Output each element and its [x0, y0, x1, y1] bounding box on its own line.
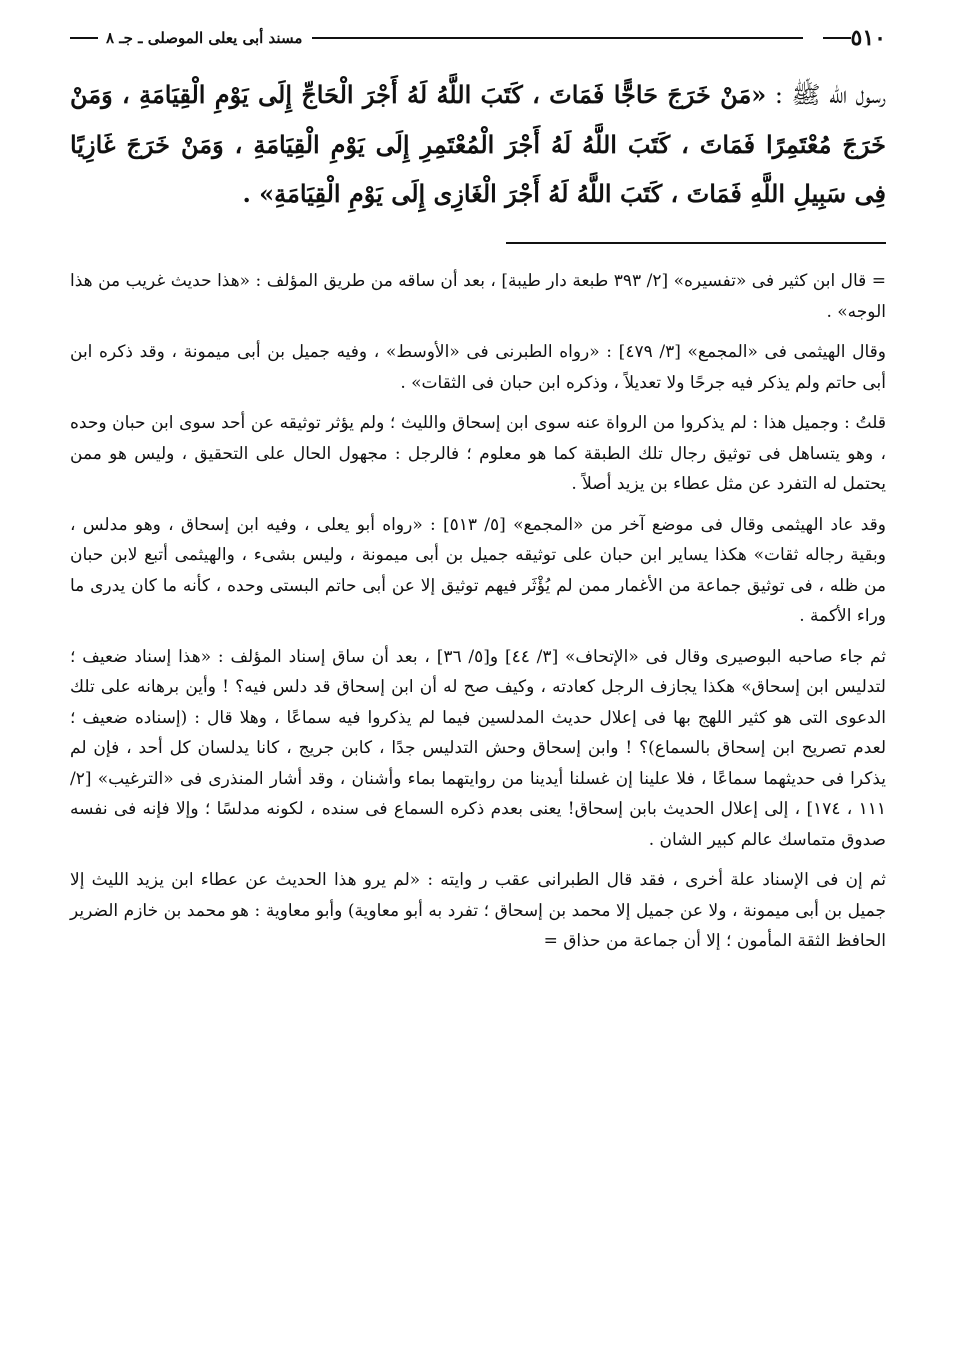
- footnote-paragraph: ثم إن فى الإسناد علة أخرى ، فقد قال الطبرانى عقب ر وايته : «لم يرو هذا الحديث عن عطاء ابن يزيد الليث إلا جميل بن أبى ميمونة ، ولا عن جميل إلا محمد بن إسحاق ؛ تفرد به أبو معاوية) وأبو معاوية : هو محمد بن خازم الضرير الحافظ الثقة المأمون ؛ إلا أن جماعة من حذاق =: [70, 870, 886, 951]
- hadith-text: [70, 70, 886, 218]
- page-number: ٥١٠: [850, 25, 886, 51]
- footnote-paragraph: قلتُ : وجميل هذا : لم يذكروا من الرواة عنه سوى ابن إسحاق والليث ؛ ولم يؤثر توثيقه عن أحد سوى ابن حبان وحده ، وهو يتساهل فى توثيق رجال تلك الطبقة كما هو معلوم ؛ فالرجل : مجهول الحال على التحقيق ، وليس هو ممن يحتمل له التفرد عن مثل عطاء بن يزيد أصلاً .: [70, 413, 886, 494]
- header-rule: [312, 37, 802, 39]
- footnote-paragraph: وقال الهيثمى فى «المجمع» [٣/ ٤٧٩] : «رواه الطبرنى فى «الأوسط» ، وفيه جميل بن أبى ميمونة ، وقد ذكره ابن أبى حاتم ولم يذكر فيه جرحًا ولا تعديلاً ، وذكره ابن حبان فى الثقات» .: [70, 342, 886, 393]
- footnote-paragraph: وقد عاد الهيثمى وقال فى موضع آخر من «المجمع» [٥/ ٥١٣] : «رواه أبو يعلى ، وفيه ابن إسحاق ، وهو مدلس ، وبقية رجاله ثقات» هكذا يساير ابن حبان على توثيقه جميل بن أبى ميمونة ، وليس بشىء ، والهيثمى أتبع لابن حبان من ظله ، فى توثيق جماعة من الأغمار ممن لم يُؤْثَر فيهم توثيق إلا عن أبى حاتم البستى وحده ، كأنه ما كان يدرى ما وراء الأكمة .: [70, 514, 886, 626]
- hadith-lead: رسول الله ﷺ :: [766, 81, 887, 109]
- running-title: مسند أبى يعلى الموصلى ـ جـ ٨: [106, 29, 303, 47]
- header-rule-end: [70, 37, 98, 39]
- hadith-body: «مَنْ خَرَجَ حَاجًّا فَمَاتَ ، كَتَبَ اللَّهُ لَهُ أَجْرَ الْحَاجِّ إِلَى يَوْمِ الْقِيَامَةِ ، وَمَنْ خَرَجَ مُعْتَمِرًا فَمَاتَ ، كَتَبَ اللَّهُ لَهُ أَجْرَ الْمُعْتَمِرِ إِلَى يَوْمِ الْقِيَامَةِ ، وَمَنْ خَرَجَ غَازِيًا فِى سَبِيلِ اللَّهِ فَمَاتَ ، كَتَبَ اللَّهُ لَهُ أَجْرَ الْغَازِى إِلَى يَوْمِ الْقِيَامَةِ» .: [70, 80, 887, 208]
- footnotes: [70, 266, 886, 957]
- footnote-paragraph: = قال ابن كثير فى «تفسيره» [٢/ ٣٩٣ طبعة دار طيبة] ، بعد أن ساقه من طريق المؤلف : «هذا حديث غريب من هذا الوجه» .: [70, 271, 886, 322]
- footnote-paragraph: ثم جاء صاحبه البوصيرى وقال فى «الإتحاف» [٣/ ٤٤] و[٥/ ٣٦] ، بعد أن ساق إسناد المؤلف : «هذا إسناد ضعيف ؛ لتدليس ابن إسحاق» هكذا يجازف الرجل كعادته ، وكيف صح له أن ابن إسحاق قد دلس فيه؟ ! وأين برهانه على تلك الدعوى التى هو كثير اللهج بها فى إعلال حديث المدلسين فيما لم يذكروا فيه سماعًا ، وهلا قال : (إسناده ضعيف ؛ لعدم تصريح ابن إسحاق بالسماع)؟ ! وابن إسحاق وحش التدليس جدًا ، كابن جريج ، كانا يدلسان كل أحد ، فإن لم يذكرا فى حديثهما سماعًا ، فلا علينا إن غسلنا أيدينا من روايتهما بماء وأشنان ، وقد أشار المنذرى فى «الترغيب» [٢/ ١١١ ، ١٧٤] ، إلى إعلال الحديث بابن إسحاق! يعنى بعدم ذكره السماع فى سنده ، لكونه مدلسًا ؛ وإلا فإنه فى نفسه صدوق متماسك عالم كبير الشان .: [70, 646, 886, 850]
- header-rule-short: [823, 37, 851, 39]
- running-header: [70, 20, 886, 56]
- book-page: [70, 20, 886, 967]
- footnote-divider: [506, 242, 886, 244]
